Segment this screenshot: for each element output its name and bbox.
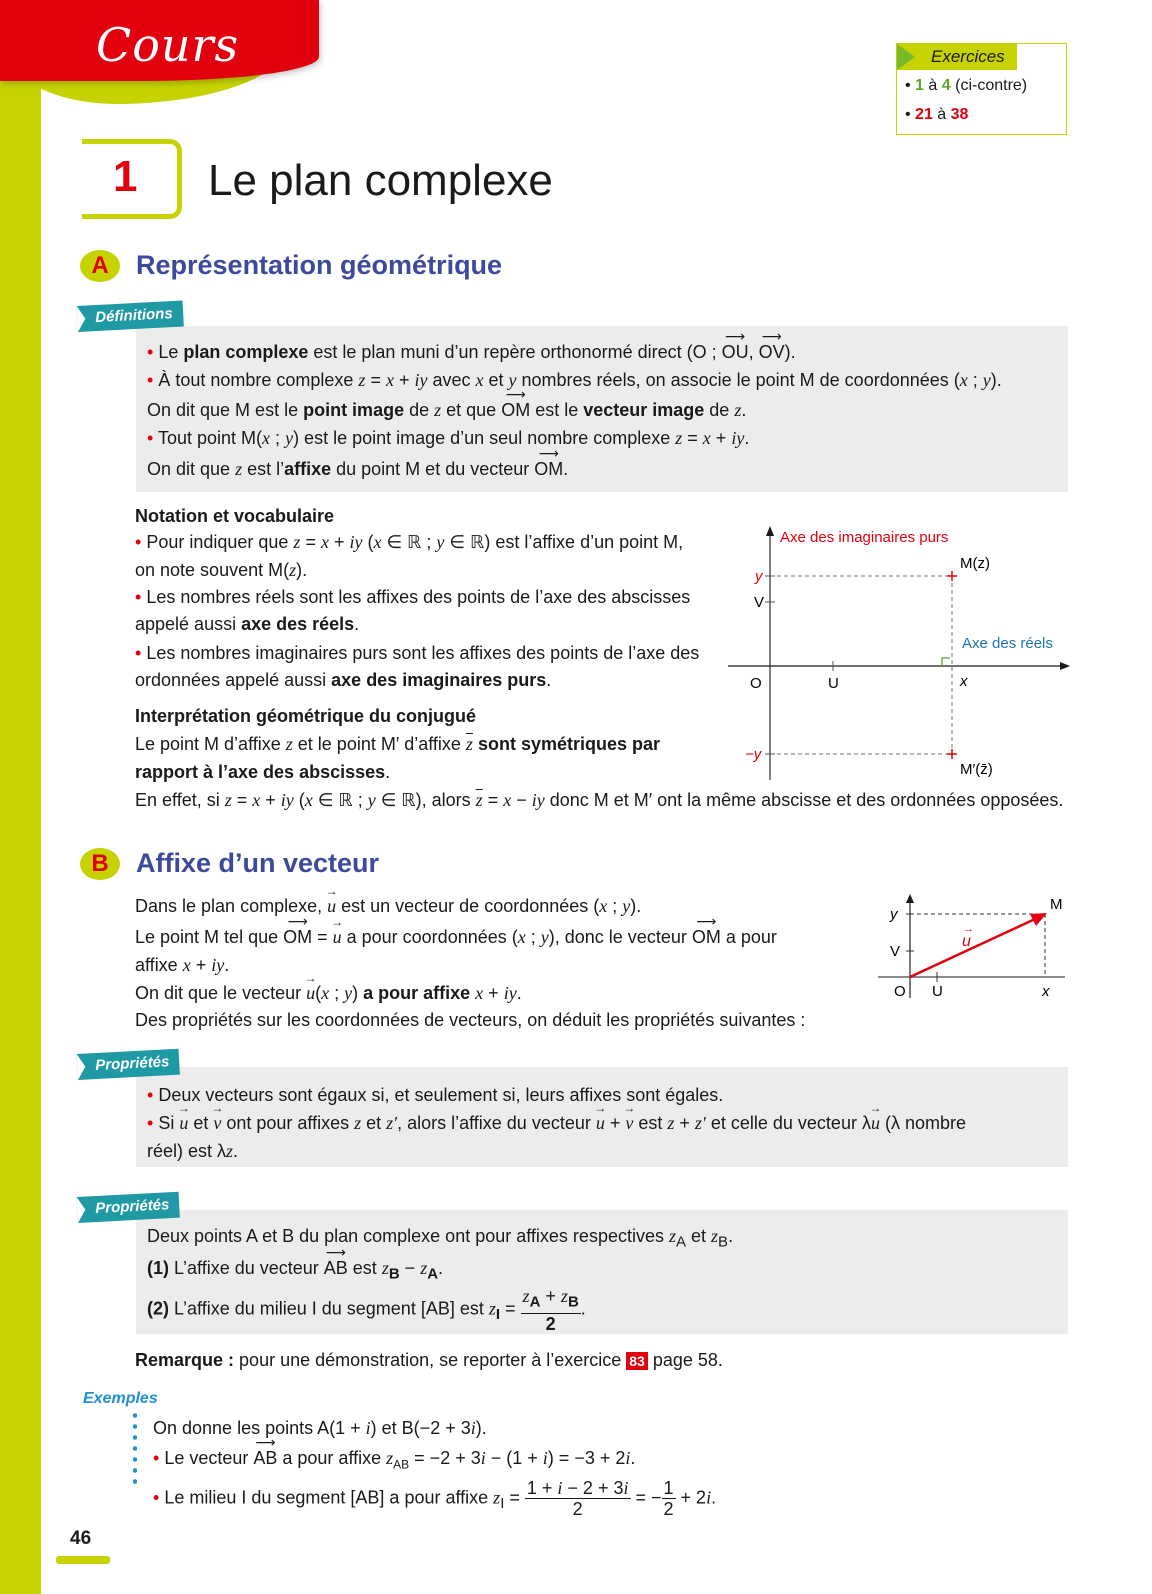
property-2-line-3: (2) L’affixe du milieu I du segment [AB] est $z_I$ = $\frac{z_A + z_B}{2}$ . bbox=[147, 1286, 586, 1334]
definitions-tag: Définitions bbox=[77, 301, 184, 332]
svg-text:y: y bbox=[890, 906, 898, 923]
left-margin-bar bbox=[0, 0, 41, 1594]
definition-line-3: On dit que M est le point image de z et que ⟶ OM est le vecteur image de z. bbox=[147, 400, 746, 421]
exercices-box bbox=[896, 43, 1067, 135]
conjugate-title: Interprétation géométrique du conjugué bbox=[135, 706, 477, 726]
intro-line-4: On dit que le vecteur → u(x ; y) a pour affixe x + iy. bbox=[135, 983, 522, 1004]
svg-text:U: U bbox=[932, 983, 943, 1000]
section-b-badge: B bbox=[80, 848, 120, 880]
svg-text:M(z): M(z) bbox=[960, 555, 990, 572]
chapter-title: Le plan complexe bbox=[208, 156, 553, 205]
definition-line-5: On dit que z est l’affixe du point M et du vecteur ⟶ OM. bbox=[147, 459, 568, 480]
property-2-line-1: Deux points A et B du plan complexe ont pour affixes respectives $z_A$ et $z_B$. bbox=[147, 1226, 734, 1251]
exercices-label: Exercices bbox=[931, 47, 1005, 66]
definition-line-1: • Le plan complexe est le plan muni d’un repère orthonormé direct (O ; ⟶ OU, ⟶ OV). bbox=[147, 342, 796, 363]
property-2-line-2: (1) L’affixe du vecteur ⟶ AB est $z_B - z_A$. bbox=[147, 1258, 443, 1283]
examples-dotted-rail bbox=[133, 1410, 137, 1490]
intro-line-2: Le point M tel que ⟶ OM = → u a pour coordonnées (x ; y), donc le vecteur ⟶ OM a pour bbox=[135, 927, 777, 948]
exercise-83-link[interactable]: 83 bbox=[626, 1352, 648, 1370]
properties-tag-2: Propriétés bbox=[77, 1192, 180, 1223]
section-a-badge: A bbox=[80, 250, 120, 282]
svg-text:u: u bbox=[962, 933, 971, 950]
properties-tag-1: Propriétés bbox=[77, 1049, 180, 1080]
notation-line-2: on note souvent M(z). bbox=[135, 560, 308, 580]
imag-axis-label: Axe des imaginaires purs bbox=[780, 529, 949, 546]
svg-text:−y: −y bbox=[745, 746, 762, 763]
page-number-underline bbox=[56, 1556, 110, 1564]
example-line-3: • Le milieu I du segment [AB] a pour affixe $z_I$ = $\frac{1 + i - 2 + 3i}{2}$ = − $\frac{1}{2}$ + 2i. bbox=[153, 1478, 717, 1519]
notation-line-5: • Les nombres imaginaires purs sont les affixes des points de l’axe des bbox=[135, 643, 700, 663]
complex-plane-figure bbox=[720, 520, 1070, 785]
svg-text:V: V bbox=[754, 594, 765, 611]
svg-text:x: x bbox=[960, 673, 968, 690]
exercices-range-2[interactable]: • 21 à 38 bbox=[905, 106, 969, 123]
conjugate-line-2: rapport à l’axe des abscisses. bbox=[135, 762, 391, 782]
svg-text:V: V bbox=[890, 943, 901, 960]
svg-text:→: → bbox=[963, 923, 974, 935]
example-line-2: • Le vecteur ⟶ AB a pour affixe $z_{AB} = -2 + 3i - (1 + i) = -3 + 2i$. bbox=[153, 1448, 635, 1472]
chapter-number: 1 bbox=[113, 152, 138, 201]
conjugate-line-1: Le point M d’affixe z et le point M′ d’affixe $\overline{z}$ sont symétriques par bbox=[135, 734, 661, 754]
svg-text:O: O bbox=[894, 983, 906, 1000]
remark: Remarque : pour une démonstration, se reporter à l’exercice 83 page 58. bbox=[135, 1350, 723, 1370]
notation-line-4: appelé aussi axe des réels. bbox=[135, 614, 360, 634]
svg-text:O: O bbox=[750, 675, 762, 692]
section-b-title: Affixe d’un vecteur bbox=[136, 848, 380, 878]
cours-title: Cours bbox=[96, 18, 240, 72]
conjugate-line-3: En effet, si z = x + iy (x ∈ ℝ ; y ∈ ℝ), alors $\overline{z} = x$ − iy donc M et M′ ont la même abscisse et des ordonnées opposées. bbox=[135, 790, 1064, 810]
example-line-1: On donne les points A(1 + i) et B(−2 + 3i). bbox=[153, 1418, 487, 1438]
property-1-line-1: • Deux vecteurs sont égaux si, et seulement si, leurs affixes sont égales. bbox=[147, 1085, 724, 1105]
intro-line-3: affixe x + iy. bbox=[135, 955, 230, 975]
definition-line-2: • À tout nombre complexe z = x + iy avec x et y nombres réels, on associe le point M de coordonnées (x ; y). bbox=[147, 370, 1002, 390]
section-a-title: Représentation géométrique bbox=[136, 250, 503, 280]
notation-line-3: • Les nombres réels sont les affixes des points de l’axe des abscisses bbox=[135, 587, 691, 607]
intro-line-1: Dans le plan complexe, → u est un vecteur de coordonnées (x ; y). bbox=[135, 896, 641, 917]
examples-title: Exemples bbox=[83, 1390, 158, 1407]
property-1-line-2: • Si → u et → v ont pour affixes z et z′, alors l’affixe du vecteur → u + → v est z + z′ et celle du vecteur λ→ u (λ nombre bbox=[147, 1113, 966, 1134]
svg-text:y: y bbox=[755, 568, 763, 585]
intro-line-5: Des propriétés sur les coordonnées de vecteurs, on déduit les propriétés suivantes : bbox=[135, 1010, 806, 1030]
exercices-range-1[interactable]: • 1 à 4 (ci-contre) bbox=[905, 77, 1028, 94]
notation-line-6: ordonnées appelé aussi axe des imaginaires purs. bbox=[135, 670, 552, 690]
notation-title: Notation et vocabulaire bbox=[135, 506, 335, 526]
real-axis-label: Axe des réels bbox=[962, 635, 1053, 652]
svg-text:x: x bbox=[1042, 983, 1050, 1000]
notation-line-1: • Pour indiquer que z = x + iy (x ∈ ℝ ; y ∈ ℝ) est l’affixe d’un point M, bbox=[135, 532, 684, 552]
page-number: 46 bbox=[70, 1528, 92, 1549]
property-1-line-3: réel) est λz. bbox=[147, 1141, 239, 1161]
definition-line-4: • Tout point M(x ; y) est le point image d’un seul nombre complexe z = x + iy. bbox=[147, 428, 750, 448]
svg-text:U: U bbox=[828, 675, 839, 692]
vector-figure bbox=[870, 890, 1070, 1000]
svg-text:M: M bbox=[1050, 896, 1063, 913]
svg-text:M′(z̄): M′(z̄) bbox=[960, 761, 993, 778]
